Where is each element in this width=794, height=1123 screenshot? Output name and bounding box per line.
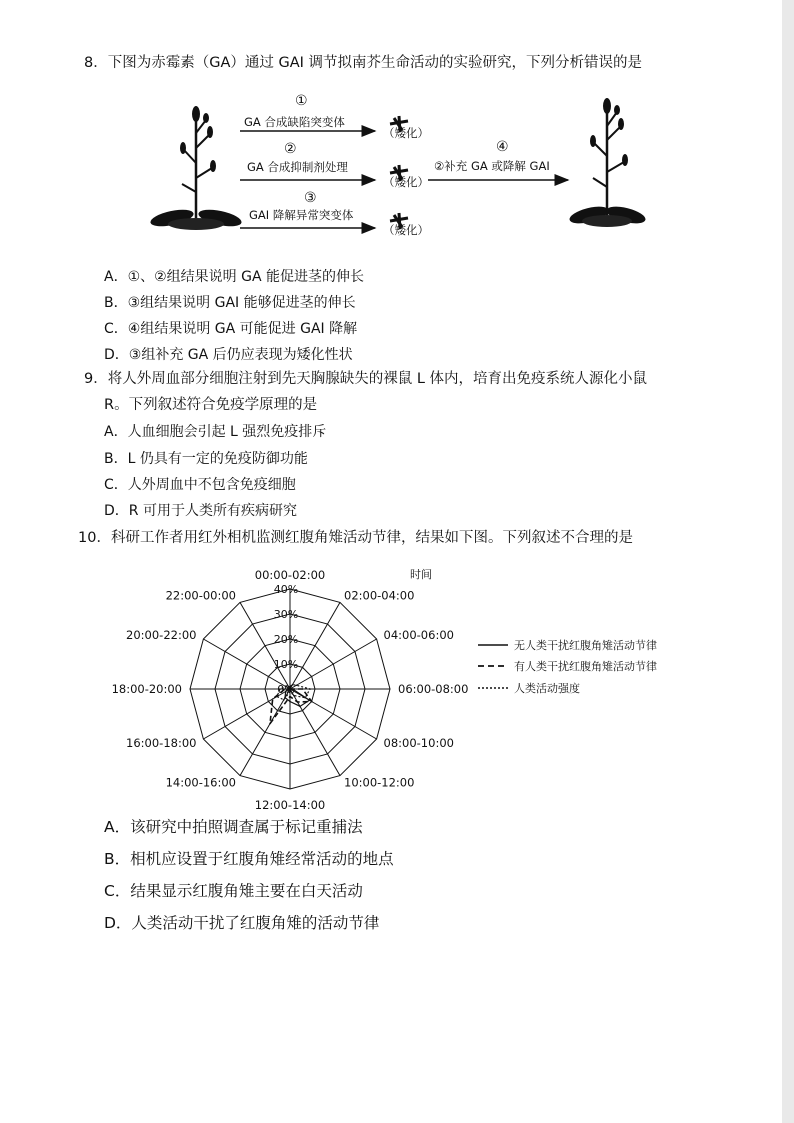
q8-diagram-label4: ②补充 GA 或降解 GAI <box>434 159 550 173</box>
radar-spoke-2 <box>290 639 377 689</box>
q9-option-a[interactable]: A．人血细胞会引起 L 强烈免疫排斥 <box>104 424 327 440</box>
series-1-point-7 <box>269 723 271 725</box>
category-label-5: 10:00-12:00 <box>344 775 415 790</box>
radar-chart <box>0 555 794 825</box>
category-label-11: 22:00-00:00 <box>165 588 236 603</box>
q8-diagram-result3: （矮化） <box>383 223 429 237</box>
q8-diagram-label1: GA 合成缺陷突变体 <box>244 115 345 129</box>
legend-item-with-disturbance: 有人类干扰红腹角雉活动节律 <box>514 660 657 673</box>
q10-option-c[interactable]: C．结果显示红腹角雉主要在白天活动 <box>104 882 363 900</box>
series-0-point-5 <box>299 706 301 708</box>
q8-option-b[interactable]: B．③组结果说明 GAI 能够促进茎的伸长 <box>104 295 356 311</box>
q8-stem: 8．下图为赤霉素（GA）通过 GAI 调节拟南芥生命活动的实验研究，下列分析错误的是 <box>84 55 643 71</box>
series-2-point-4 <box>304 697 306 699</box>
series-2-point-3 <box>309 688 311 690</box>
q8-diagram-result1: （矮化） <box>383 126 429 140</box>
q8-diagram-num4: ④ <box>496 139 509 155</box>
q9-option-c[interactable]: C．人外周血中不包含免疫细胞 <box>104 477 296 493</box>
series-2-point-7 <box>283 699 285 701</box>
category-label-3: 06:00-08:00 <box>398 682 469 696</box>
category-label-1: 02:00-04:00 <box>344 588 415 603</box>
legend-item-human-activity: 人类活动强度 <box>514 682 580 695</box>
q8-option-d[interactable]: D．③组补充 GA 后仍应表现为矮化性状 <box>104 347 353 363</box>
q8-diagram-num1: ① <box>295 93 308 109</box>
q8-option-c[interactable]: C．④组结果说明 GA 可能促进 GAI 降解 <box>104 321 358 337</box>
q9-stem-line1: 9．将人外周血部分细胞注射到先天胸腺缺失的裸鼠 L 体内，培育出免疫系统人源化小鼠 <box>84 371 648 387</box>
series-0-point-6 <box>289 701 291 703</box>
legend-item-no-disturbance: 无人类干扰红腹角雉活动节律 <box>514 639 657 652</box>
chart-title: 时间 <box>410 568 432 581</box>
q8-option-a[interactable]: A．①、②组结果说明 GA 能促进茎的伸长 <box>104 269 365 285</box>
q10-stem: 10．科研工作者用红外相机监测红腹角雉活动节律，结果如下图。下列叙述不合理的是 <box>78 530 633 546</box>
q9-option-b[interactable]: B．L 仍具有一定的免疫防御功能 <box>104 451 308 467</box>
q10-option-d[interactable]: D．人类活动干扰了红腹角雉的活动节律 <box>104 914 380 932</box>
series-2-point-2 <box>296 684 298 686</box>
series-1-point-3 <box>302 688 304 690</box>
q10-option-a[interactable]: A．该研究中拍照调查属于标记重捕法 <box>104 818 363 836</box>
ring-label-0: 0% <box>277 683 295 696</box>
q8-diagram-label3: GAI 降解异常突变体 <box>249 208 354 222</box>
series-1-point-5 <box>297 701 299 703</box>
category-label-6: 12:00-14:00 <box>254 798 326 812</box>
q9-option-d[interactable]: D．R 可用于人类所有疾病研究 <box>104 503 297 519</box>
category-label-2: 04:00-06:00 <box>383 628 454 642</box>
category-label-8: 16:00-18:00 <box>126 736 197 750</box>
q9-stem-line2: R。下列叙述符合免疫学原理的是 <box>104 397 318 413</box>
category-label-4: 08:00-10:00 <box>383 736 454 750</box>
chart-legend <box>476 636 516 696</box>
ring-label-3: 30% <box>273 608 299 621</box>
q10-option-b[interactable]: B．相机应设置于红腹角雉经常活动的地点 <box>104 850 394 868</box>
ring-label-1: 10% <box>273 658 299 671</box>
tall-plant-left-icon <box>149 106 243 230</box>
tall-plant-right-icon <box>568 98 647 227</box>
ring-label-4: 40% <box>273 583 299 596</box>
q8-diagram-num2: ② <box>284 141 297 157</box>
category-label-0: 00:00-02:00 <box>254 568 326 582</box>
series-1-point-8 <box>272 698 274 700</box>
q8-diagram-result2: （矮化） <box>383 175 429 189</box>
series-1-point-4 <box>311 701 313 703</box>
category-label-7: 14:00-16:00 <box>165 775 236 790</box>
q8-diagram-num3: ③ <box>304 190 317 206</box>
category-label-9: 18:00-20:00 <box>111 682 182 696</box>
ring-label-2: 20% <box>273 633 299 646</box>
q8-diagram-label2: GA 合成抑制剂处理 <box>247 160 348 174</box>
category-label-10: 20:00-22:00 <box>126 628 197 642</box>
radar-spoke-7 <box>240 689 290 776</box>
